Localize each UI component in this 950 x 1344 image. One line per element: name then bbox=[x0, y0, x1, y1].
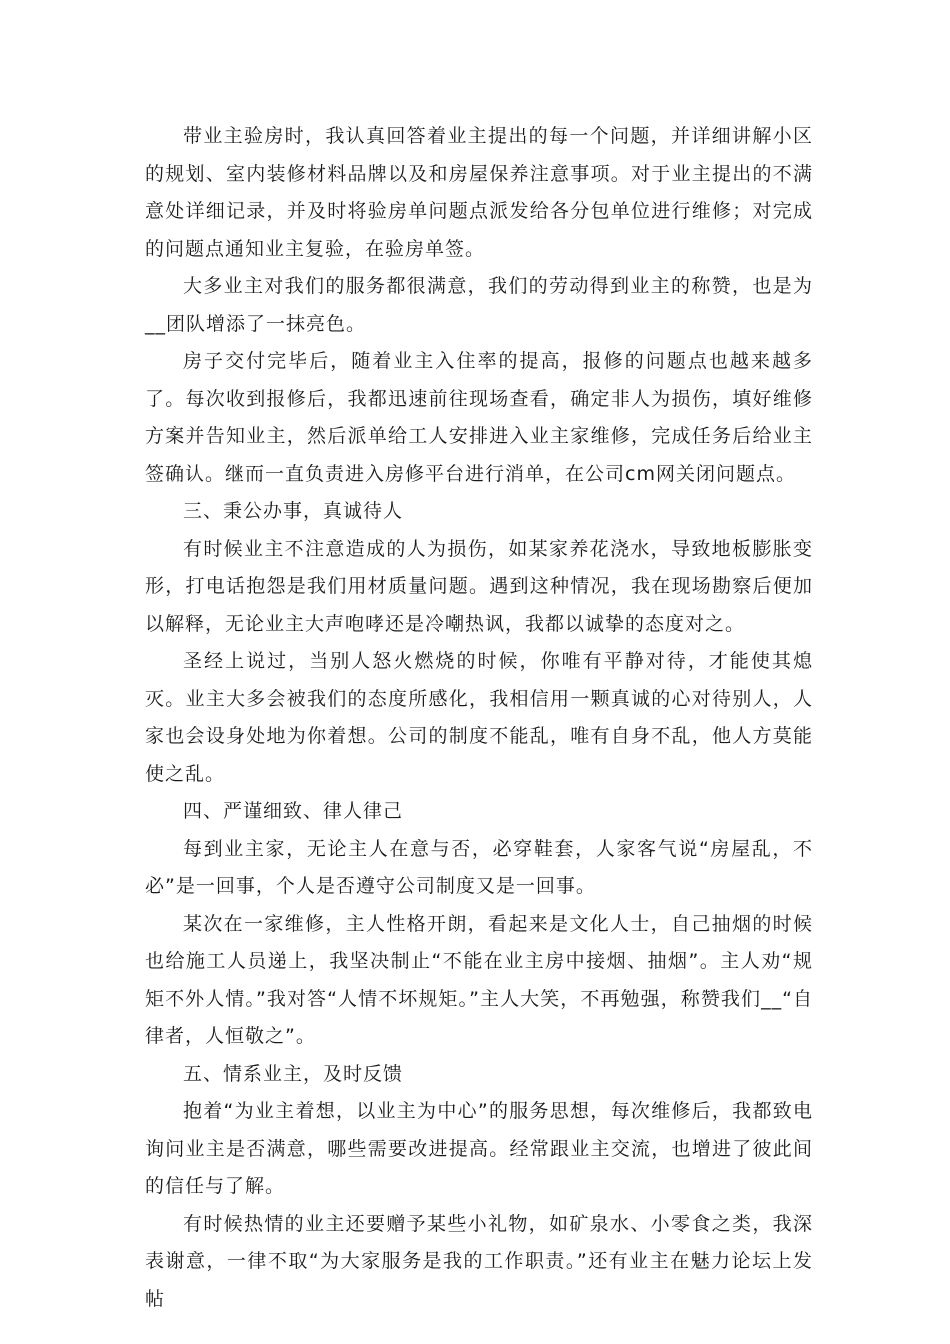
section-heading-4: 四、严谨细致、律人律己 bbox=[183, 800, 404, 822]
section-heading-3: 三、秉公办事，真诚待人 bbox=[183, 500, 404, 522]
paragraph-damage: 有时候业主不注意造成的人为损伤，如某家养花浇水，导致地板膨胀变形，打电话抱怨是我们用材质量问题。遇到这种情况，我在现场勘察后便加以解释，无论业主大声咆哮还是冷嘲热讽，我都以诚挚的态度对之。 bbox=[145, 537, 813, 635]
paragraph-gifts: 有时候热情的业主还要赠予某些小礼物，如矿泉水、小零食之类，我深表谢意，一律不取“为大家服务是我的工作职责。”还有业主在魅力论坛上发帖 bbox=[145, 1212, 813, 1310]
section-heading-5: 五、情系业主，及时反馈 bbox=[183, 1062, 404, 1085]
paragraph-satisfaction: 大多业主对我们的服务都很满意，我们的劳动得到业主的称赞，也是为__团队增添了一抹亮色。 bbox=[145, 275, 813, 335]
paragraph-repairs: 房子交付完毕后，随着业主入住率的提高，报修的问题点也越来越多了。每次收到报修后，我都迅速前往现场查看，确定非人为损伤，填好维修方案并告知业主，然后派单给工人安排进入业主家维修，完成任务后给业主签确认。继而一直负责进入房修平台进行消单，在公司cm网关闭问题点。 bbox=[145, 350, 813, 485]
document-body bbox=[145, 118, 813, 1318]
paragraph-calm: 圣经上说过，当别人怒火燃烧的时候，你唯有平静对待，才能使其熄灭。业主大多会被我们的态度所感化，我相信用一颗真诚的心对待别人，人家也会设身处地为你着想。公司的制度不能乱，唯有自身不乱，他人方莫能使之乱。 bbox=[145, 650, 813, 785]
paragraph-shoe-covers: 每到业主家，无论主人在意与否，必穿鞋套，人家客气说“房屋乱，不必”是一回事，个人是否遵守公司制度又是一回事。 bbox=[145, 837, 813, 897]
paragraph-inspection: 带业主验房时，我认真回答着业主提出的每一个问题，并详细讲解小区的规划、室内装修材料品牌以及和房屋保养注意事项。对于业主提出的不满意处详细记录，并及时将验房单问题点派发给各分包单位进行维修；对完成的问题点通知业主复验，在验房单签。 bbox=[145, 125, 813, 260]
paragraph-smoking: 某次在一家维修，主人性格开朗，看起来是文化人士，自己抽烟的时候也给施工人员递上，我坚决制止“不能在业主房中接烟、抽烟”。主人劝“规矩不外人情。”我对答“人情不坏规矩。”主人大笑，不再勉强，称赞我们__“自律者，人恒敬之”。 bbox=[145, 912, 813, 1047]
paragraph-feedback: 抱着“为业主着想，以业主为中心”的服务思想，每次维修后，我都致电询问业主是否满意，哪些需要改进提高。经常跟业主交流，也增进了彼此间的信任与了解。 bbox=[145, 1100, 813, 1197]
